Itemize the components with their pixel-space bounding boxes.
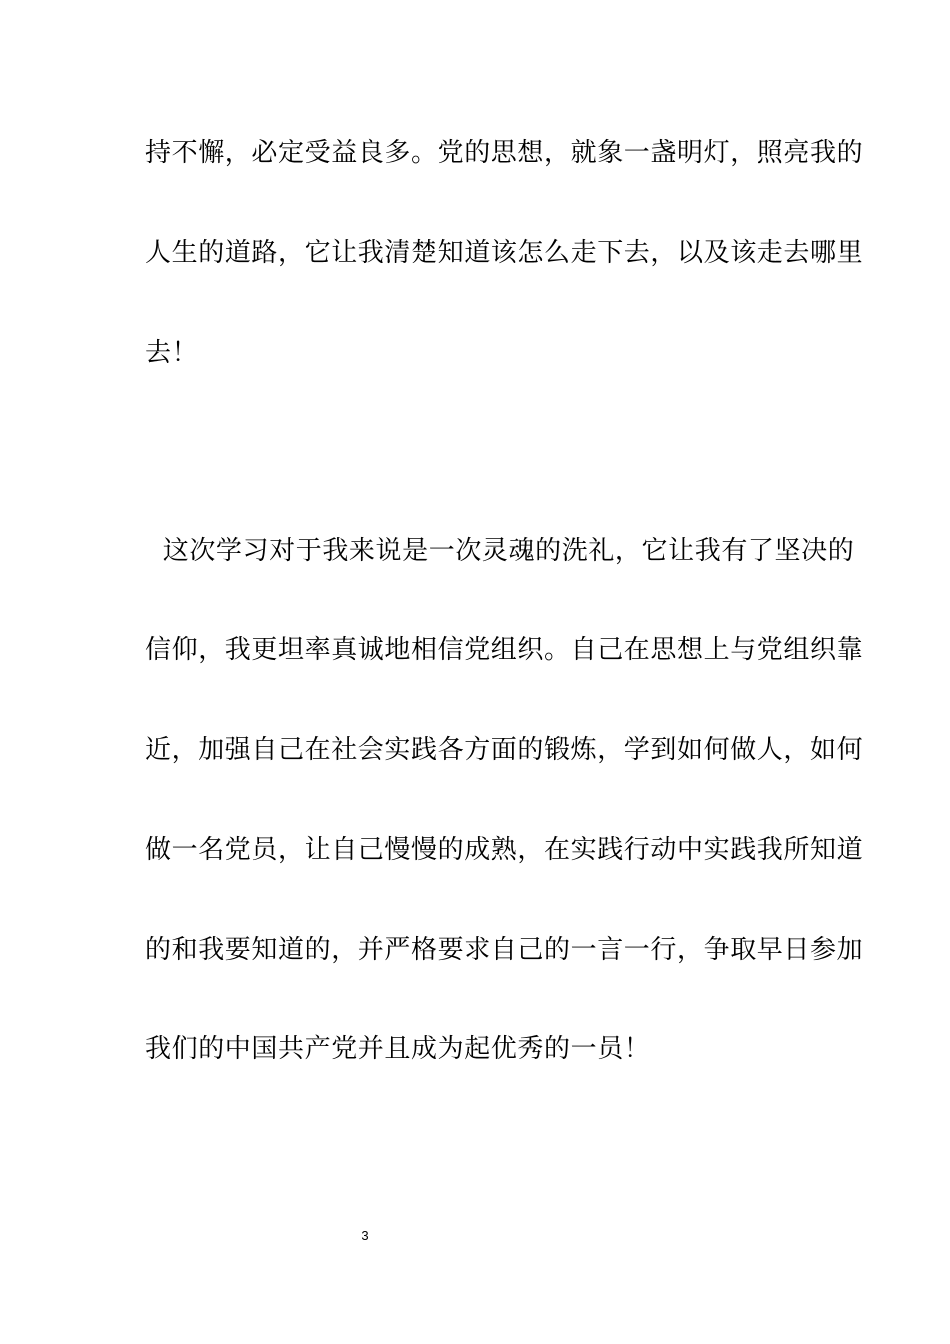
text-line: 的和我要知道的，并严格要求自己的一言一行，争取早日参加 (145, 935, 864, 965)
text-line: 信仰，我更坦率真诚地相信党组织。自己在思想上与党组织靠 (145, 635, 864, 665)
page-number: 3 (361, 1228, 369, 1243)
text-line: 做一名党员，让自己慢慢的成熟，在实践行动中实践我所知道 (145, 835, 864, 865)
text-line: 持不懈，必定受益良多。党的思想，就象一盏明灯，照亮我的 (145, 138, 864, 168)
text-line: 去！ (145, 338, 199, 368)
text-line: 人生的道路，它让我清楚知道该怎么走下去，以及该走去哪里 (145, 238, 864, 268)
text-line: 近，加强自己在社会实践各方面的锻炼，学到如何做人，如何 (145, 735, 864, 765)
text-line: 我们的中国共产党并且成为起优秀的一员！ (145, 1034, 651, 1064)
text-line: 这次学习对于我来说是一次灵魂的洗礼，它让我有了坚决的 (145, 536, 855, 566)
